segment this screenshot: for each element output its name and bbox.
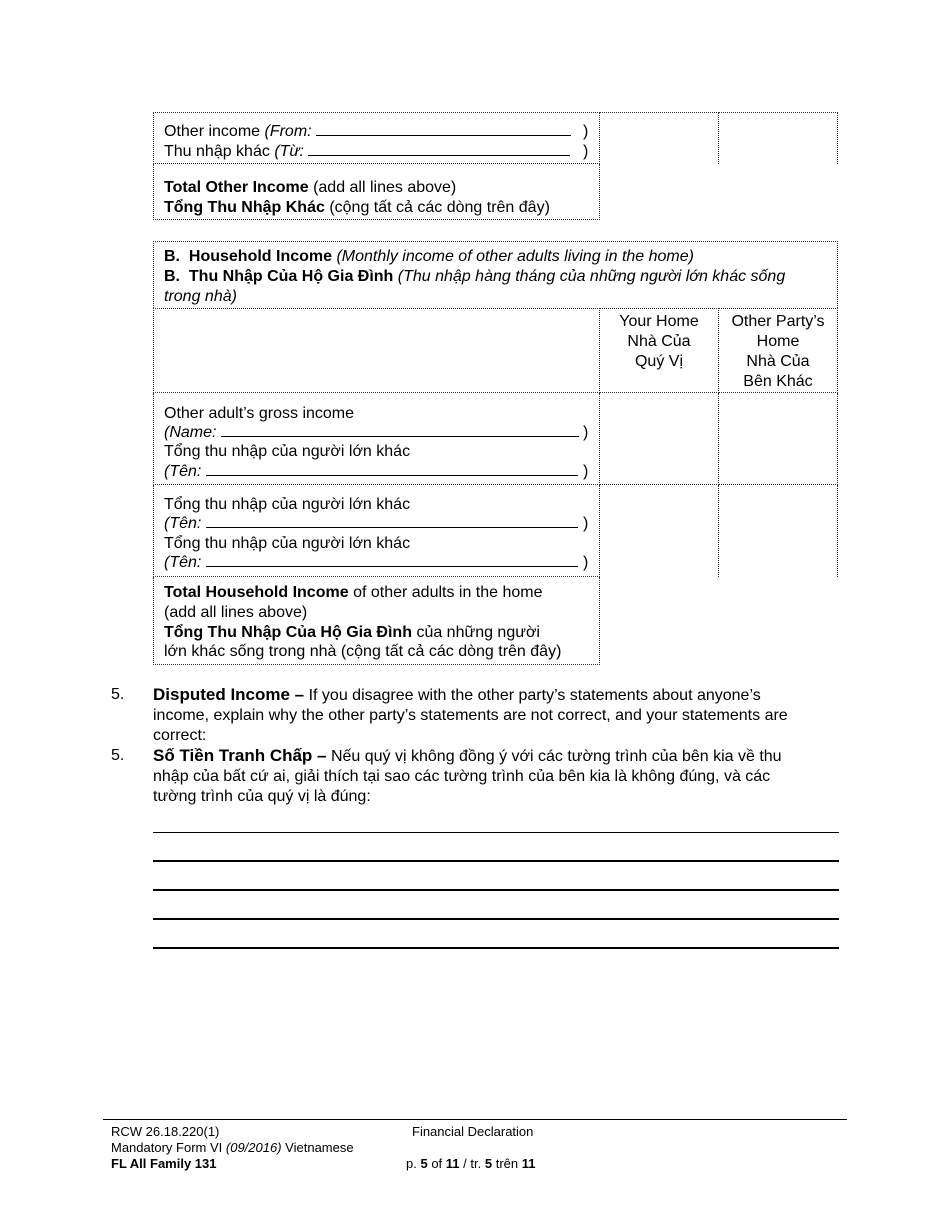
row-2-other-home-cell[interactable]: [719, 485, 838, 577]
other-income-other-home-cell[interactable]: [719, 112, 838, 164]
explanation-line-1[interactable]: [153, 832, 839, 833]
footer-doc-title: Financial Declaration: [412, 1124, 534, 1139]
adult-1-name-field[interactable]: [221, 423, 579, 437]
footer-left: RCW 26.18.220(1) Mandatory Form VI (09/2016) Vietnamese FL All Family 131: [111, 1124, 354, 1171]
household-heading-en: B. Household Income (Monthly income of other adults living in the home): [164, 248, 694, 265]
other-income-from-field[interactable]: [316, 122, 571, 136]
adult-1-ten-field[interactable]: [206, 462, 578, 476]
total-other-income-row: [153, 164, 600, 220]
other-income-tu-field[interactable]: [308, 142, 570, 156]
other-income-your-home-cell[interactable]: [600, 112, 719, 164]
household-heading-vi-2: trong nhà): [164, 288, 237, 305]
adult-2-ten-field-b[interactable]: [206, 553, 578, 567]
other-income-vi: Thu nhập khác (Từ:: [164, 142, 594, 162]
explanation-line-5[interactable]: [153, 947, 839, 949]
total-other-income-vi: Tổng Thu Nhập Khác (cộng tất cả các dòng trên đây): [164, 199, 550, 216]
explanation-line-4[interactable]: [153, 918, 839, 920]
household-header-blank: [153, 308, 600, 393]
explanation-line-3[interactable]: [153, 889, 839, 891]
other-income-row: Other income (From: ) Thu nhập khác (Từ: ): [153, 112, 600, 164]
household-heading: [153, 241, 838, 308]
section-5-number-vi: 5.: [111, 747, 125, 764]
row-2-your-home-cell[interactable]: [600, 485, 719, 577]
row-1-other-home-cell[interactable]: [719, 393, 838, 485]
col-your-home-header: Your Home Nhà Của Quý Vị: [600, 308, 719, 393]
disputed-income-en: Disputed Income – If you disagree with the other party’s statements about anyone’s income, explain why the other party’s statements are not correct, and your statements are correct:: [153, 685, 788, 744]
household-row-2: Tổng thu nhập của người lớn khác (Tên: ) Tổng thu nhập của người lớn khác (Tên: ): [153, 485, 600, 577]
adult-2-ten-field-a[interactable]: [206, 514, 578, 528]
other-income-en: Other income (From:: [164, 122, 594, 142]
section-5-number-en: 5.: [111, 686, 125, 703]
household-heading-vi: B. Thu Nhập Của Hộ Gia Đình (Thu nhập hàng tháng của những người lớn khác sống: [164, 268, 786, 285]
footer-rule: [103, 1119, 847, 1120]
disputed-income-vi: Số Tiền Tranh Chấp – Nếu quý vị không đồng ý với các tường trình của bên kia về thu nhập của bất cứ ai, giải thích tại sao các tường trình của bên kia là không đúng, và các tường trình của quý vị là đúng:: [153, 746, 782, 805]
footer-page-number: p. 5 of 11 / tr. 5 trên 11: [406, 1156, 536, 1171]
total-household-row: Total Household Income of other adults in the home (add all lines above) Tổng Thu Nhập Của Hộ Gia Đình của những người lớn khác sống trong nhà (cộng tất cả các dòng trên đây): [153, 577, 600, 665]
col-other-home-header: Other Party’s Home Nhà Của Bên Khác: [719, 308, 838, 393]
household-row-1: Other adult’s gross income (Name: ) Tổng thu nhập của người lớn khác (Tên: ): [153, 393, 600, 485]
total-other-income-en: Total Other Income (add all lines above): [164, 179, 457, 196]
explanation-line-2[interactable]: [153, 860, 839, 862]
row-1-your-home-cell[interactable]: [600, 393, 719, 485]
